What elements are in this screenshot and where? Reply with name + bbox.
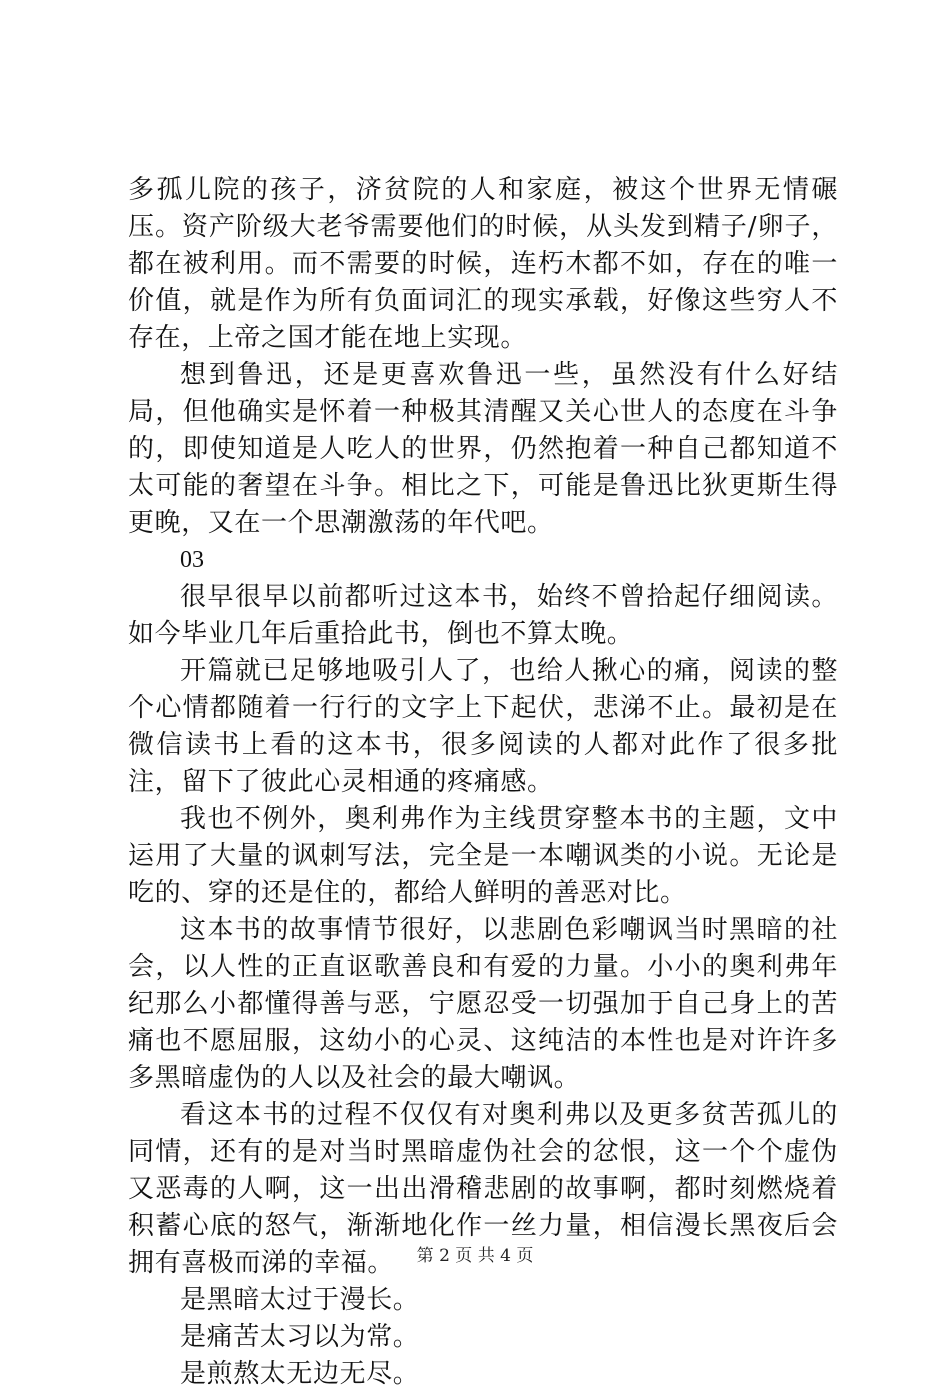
closing-line: 是黑暗太过于漫长。 xyxy=(180,1285,420,1315)
section-number: 03 xyxy=(180,547,204,573)
paragraph: 想到鲁迅，还是更喜欢鲁迅一些，虽然没有什么好结局，但他确实是怀着一种极其清醒又关心世人的态度在斗争的，即使知道是人吃人的世界，仍然抱着一种自己都知道不太可能的奢望在斗争。相比之下，可能是鲁迅比狄更斯生得更晚，又在一个思潮激荡的年代吧。 xyxy=(128,360,838,538)
closing-line: 是煎熬太无边无尽。 xyxy=(180,1359,420,1389)
paragraph-continuation: 多孤儿院的孩子，济贫院的人和家庭，被这个世界无情碾压。资产阶级大老爷需要他们的时候，从头发到精子/卵子，都在被利用。而不需要的时候，连朽木都不如，存在的唯一价值，就是作为所有负面词汇的现实承载，好像这些穷人不存在，上帝之国才能在地上实现。 xyxy=(128,175,838,353)
paragraph: 我也不例外，奥利弗作为主线贯穿整本书的主题，文中运用了大量的讽刺写法，完全是一本嘲讽类的小说。无论是吃的、穿的还是住的，都给人鲜明的善恶对比。 xyxy=(128,804,838,908)
closing-line: 是痛苦太习以为常。 xyxy=(180,1322,420,1352)
paragraph: 这本书的故事情节很好，以悲剧色彩嘲讽当时黑暗的社会，以人性的正直讴歌善良和有爱的力量。小小的奥利弗年纪那么小都懂得善与恶，宁愿忍受一切强加于自己身上的苦痛也不愿屈服，这幼小的心灵、这纯洁的本性也是对许许多多黑暗虚伪的人以及社会的最大嘲讽。 xyxy=(128,915,838,1093)
paragraph: 看这本书的过程不仅仅有对奥利弗以及更多贫苦孤儿的同情，还有的是对当时黑暗虚伪社会的忿恨，这一个个虚伪又恶毒的人啊，这一出出滑稽悲剧的故事啊，都时刻燃烧着积蓄心底的怒气，渐渐地化作一丝力量，相信漫长黑夜后会拥有喜极而涕的幸福。 xyxy=(128,1100,838,1278)
document-body xyxy=(128,172,838,1393)
paragraph: 开篇就已足够地吸引人了，也给人揪心的痛，阅读的整个心情都随着一行行的文字上下起伏，悲涕不止。最初是在微信读书上看的这本书，很多阅读的人都对此作了很多批注，留下了彼此心灵相通的疼痛感。 xyxy=(128,656,838,797)
page-footer: 第 2 页 共 4 页 xyxy=(416,1246,534,1266)
paragraph: 很早很早以前都听过这本书，始终不曾拾起仔细阅读。如今毕业几年后重拾此书，倒也不算太晚。 xyxy=(128,582,838,649)
